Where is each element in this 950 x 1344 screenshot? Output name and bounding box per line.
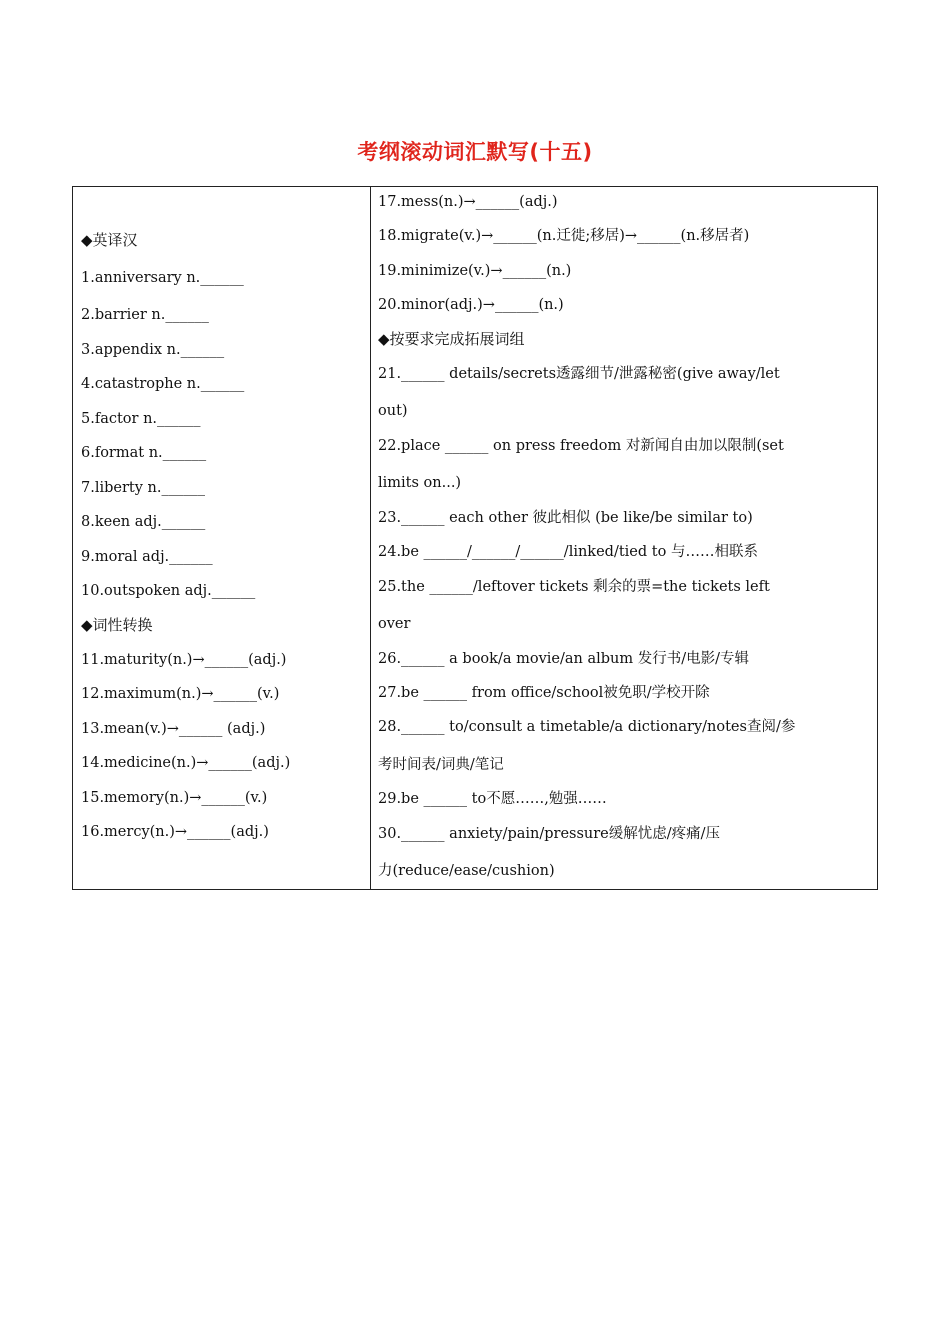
exercise-item-24: 24.be ______/______/______/linked/tied to 与……相联系 [378,544,758,560]
exercise-item-8: 8.keen adj.______ [81,514,206,530]
exercise-item-7: 7.liberty n.______ [81,480,205,496]
exercise-item-1: 1.anniversary n.______ [81,270,244,286]
exercise-item-30: 30.______ anxiety/pain/pressure缓解忧虑/疼痛/压 [378,826,721,842]
exercise-item-21-continued: out) [378,403,408,419]
exercise-item-5: 5.factor n.______ [81,411,201,427]
exercise-item-23: 23.______ each other 彼此相似 (be like/be similar to) [378,510,753,526]
exercise-item-3: 3.appendix n.______ [81,342,225,358]
exercise-item-18: 18.migrate(v.)→______(n.迁徙;移居)→______(n.移居者) [378,228,750,244]
exercise-item-28-continued: 考时间表/词典/笔记 [378,757,504,773]
exercise-item-12: 12.maximum(n.)→______(v.) [81,686,280,702]
exercise-item-14: 14.medicine(n.)→______(adj.) [81,755,291,771]
exercise-item-25: 25.the ______/leftover tickets 剩余的票=the tickets left [378,579,770,595]
exercise-item-13: 13.mean(v.)→______ (adj.) [81,721,266,737]
exercise-item-22-continued: limits on...) [378,475,462,491]
column-divider [370,187,371,889]
exercise-item-9: 9.moral adj.______ [81,549,213,565]
exercise-item-15: 15.memory(n.)→______(v.) [81,790,268,806]
page-title: 考纲滚动词汇默写(十五) [357,140,593,164]
exercise-item-25-continued: over [378,616,411,632]
exercise-item-22: 22.place ______ on press freedom 对新闻自由加以限制(set [378,438,784,454]
exercise-item-27: 27.be ______ from office/school被免职/学校开除 [378,685,710,701]
exercise-item-11: 11.maturity(n.)→______(adj.) [81,652,287,668]
exercise-item-20: 20.minor(adj.)→______(n.) [378,297,564,313]
exercise-item-26: 26.______ a book/a movie/an album 发行书/电影/专辑 [378,651,749,667]
exercise-item-30-continued: 力(reduce/ease/cushion) [378,863,555,879]
exercise-item-2: 2.barrier n.______ [81,307,209,323]
exercise-item-6: 6.format n.______ [81,445,207,461]
worksheet-table [72,186,878,890]
exercise-item-28: 28.______ to/consult a timetable/a dictionary/notes查阅/参 [378,719,796,735]
exercise-item-21: 21.______ details/secrets透露细节/泄露秘密(give away/let [378,366,780,382]
exercise-item-4: 4.catastrophe n.______ [81,376,245,392]
exercise-item-10: 10.outspoken adj.______ [81,583,256,599]
exercise-item-16: 16.mercy(n.)→______(adj.) [81,824,269,840]
section-heading-phrase-expansion: ◆按要求完成拓展词组 [378,330,525,348]
exercise-item-17: 17.mess(n.)→______(adj.) [378,194,558,210]
exercise-item-19: 19.minimize(v.)→______(n.) [378,263,572,279]
section-heading-word-conversion: ◆词性转换 [81,616,153,634]
exercise-item-29: 29.be ______ to不愿……,勉强…… [378,791,607,807]
section-heading-english-to-chinese: ◆英译汉 [81,231,138,249]
